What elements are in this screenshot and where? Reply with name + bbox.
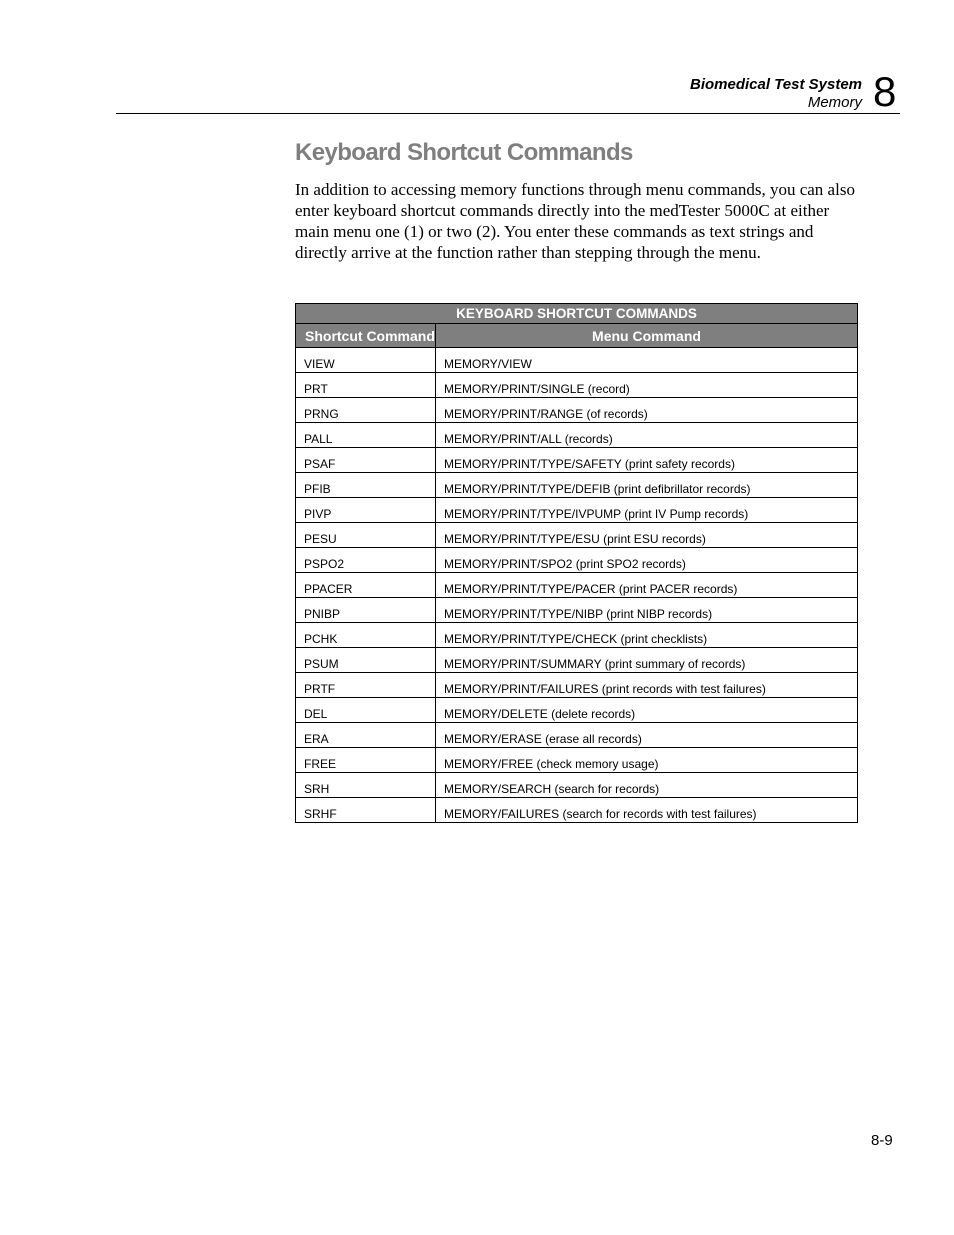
table-row: [296, 698, 858, 723]
menu-command-cell: MEMORY/PRINT/TYPE/PACER (print PACER records): [436, 573, 858, 598]
table-row: [296, 398, 858, 423]
table-row: [296, 748, 858, 773]
shortcut-command-cell: PSAF: [296, 448, 436, 473]
shortcut-command-cell: PNIBP: [296, 598, 436, 623]
menu-command-cell: MEMORY/SEARCH (search for records): [436, 773, 858, 798]
shortcut-command-cell: DEL: [296, 698, 436, 723]
menu-command-cell: MEMORY/PRINT/TYPE/ESU (print ESU records): [436, 523, 858, 548]
shortcut-command-cell: PRTF: [296, 673, 436, 698]
menu-command-cell: MEMORY/FAILURES (search for records with test failures): [436, 798, 858, 823]
table-row: [296, 498, 858, 523]
menu-command-cell: MEMORY/PRINT/FAILURES (print records with test failures): [436, 673, 858, 698]
menu-command-cell: MEMORY/PRINT/ALL (records): [436, 423, 858, 448]
shortcut-command-cell: PSPO2: [296, 548, 436, 573]
menu-command-cell: MEMORY/PRINT/RANGE (of records): [436, 398, 858, 423]
column-header-menu-command: Menu Command: [436, 324, 858, 348]
menu-command-cell: MEMORY/PRINT/SPO2 (print SPO2 records): [436, 548, 858, 573]
table-row: [296, 423, 858, 448]
header-divider: [116, 113, 900, 114]
header-title: Biomedical Test System: [689, 76, 862, 93]
shortcut-command-cell: PRT: [296, 373, 436, 398]
menu-command-cell: MEMORY/PRINT/SUMMARY (print summary of records): [436, 648, 858, 673]
shortcut-command-cell: SRHF: [296, 798, 436, 823]
page-number: 8-9: [871, 1132, 893, 1149]
header-subtitle: Memory: [807, 94, 862, 111]
shortcut-command-cell: PALL: [296, 423, 436, 448]
table-row: [296, 773, 858, 798]
chapter-number: 8: [873, 68, 897, 115]
shortcut-command-cell: PFIB: [296, 473, 436, 498]
table-row: [296, 573, 858, 598]
shortcut-command-cell: PESU: [296, 523, 436, 548]
shortcut-command-cell: PCHK: [296, 623, 436, 648]
table-row: [296, 448, 858, 473]
table-caption-row: [296, 304, 858, 324]
running-header: [690, 76, 862, 112]
shortcut-command-cell: VIEW: [296, 348, 436, 373]
menu-command-cell: MEMORY/PRINT/TYPE/NIBP (print NIBP records): [436, 598, 858, 623]
table-row: [296, 473, 858, 498]
section-heading: Keyboard Shortcut Commands: [295, 139, 633, 166]
shortcut-command-cell: PSUM: [296, 648, 436, 673]
table-row: [296, 648, 858, 673]
menu-command-cell: MEMORY/PRINT/TYPE/SAFETY (print safety records): [436, 448, 858, 473]
menu-command-cell: MEMORY/VIEW: [436, 348, 858, 373]
table-row: [296, 798, 858, 823]
table-row: [296, 598, 858, 623]
shortcut-command-cell: PRNG: [296, 398, 436, 423]
shortcut-command-cell: SRH: [296, 773, 436, 798]
shortcut-command-cell: ERA: [296, 723, 436, 748]
menu-command-cell: MEMORY/FREE (check memory usage): [436, 748, 858, 773]
table-caption: KEYBOARD SHORTCUT COMMANDS: [296, 304, 858, 324]
shortcut-command-cell: PIVP: [296, 498, 436, 523]
table-body: [296, 348, 858, 823]
menu-command-cell: MEMORY/ERASE (erase all records): [436, 723, 858, 748]
shortcut-command-cell: PPACER: [296, 573, 436, 598]
table-header-row: [296, 324, 858, 348]
shortcut-command-cell: FREE: [296, 748, 436, 773]
menu-command-cell: MEMORY/PRINT/TYPE/CHECK (print checklists): [436, 623, 858, 648]
table-row: [296, 348, 858, 373]
table-row: [296, 623, 858, 648]
table-row: [296, 523, 858, 548]
table-row: [296, 673, 858, 698]
menu-command-cell: MEMORY/PRINT/TYPE/DEFIB (print defibrillator records): [436, 473, 858, 498]
table-row: [296, 548, 858, 573]
column-header-shortcut: Shortcut Command: [296, 324, 436, 348]
menu-command-cell: MEMORY/PRINT/SINGLE (record): [436, 373, 858, 398]
menu-command-cell: MEMORY/DELETE (delete records): [436, 698, 858, 723]
table-row: [296, 373, 858, 398]
intro-paragraph: In addition to accessing memory functions through menu commands, you can also enter keyboard shortcut commands directly into the medTester 5000C at either main menu one (1) or two (2). You enter these commands as text strings and directly arrive at the function rather than stepping through the menu.: [295, 180, 855, 262]
shortcut-commands-table: [295, 303, 858, 823]
menu-command-cell: MEMORY/PRINT/TYPE/IVPUMP (print IV Pump records): [436, 498, 858, 523]
table-row: [296, 723, 858, 748]
